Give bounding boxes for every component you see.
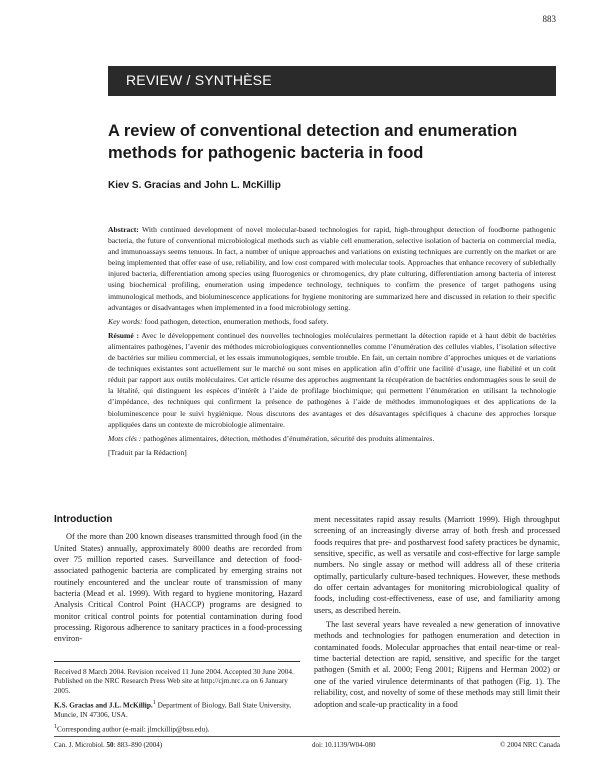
footer-volume: 50 [106, 741, 114, 749]
received-dates: Received 8 March 2004. Revision received 11 June 2004. Accepted 30 June 2004. Published on the NRC Research Press Web site at http://cjm.nrc.ca on 6 January 2005. [54, 667, 294, 695]
introduction-paragraph-1-continued: ment necessitates rapid assay results (Marriott 1999). High throughput screening of an increasingly diverse array of both fresh and processed foods requires that pre- and postharvest food safety practices be dynamic, sensitive, specific, as well as versatile and cost-effective for large sample numbers. No single assay or method will address all of these criteria optimally, particularly culture-based techniques. However, these methods do offer certain advantages for monitoring microbiological quality of foods, including cost-effectiveness, ease of use, and familiarity among users, as described herein. [314, 515, 560, 615]
keywords-paragraph [108, 316, 556, 327]
resume-label: Résumé : [108, 330, 140, 340]
correspondence-mark: 1 [54, 724, 58, 731]
page-number: 883 [542, 14, 556, 24]
right-column [314, 514, 560, 710]
correspondence-text: Corresponding author (e-mail: jlmckillip@bsu.edu). [57, 724, 210, 734]
footer-doi: doi: 10.1139/W04-080 [312, 741, 376, 749]
affiliation-mark: 1 [152, 700, 156, 707]
footer-pages: : 883–890 (2004) [113, 741, 163, 749]
left-column [54, 514, 302, 645]
mots-cles-paragraph [108, 433, 556, 444]
keywords-text: food pathogen, detection, enumeration methods, food safety. [144, 316, 329, 326]
section-banner-label: REVIEW / SYNTHÈSE [126, 72, 272, 88]
translation-note: [Traduit par la Rédaction] [108, 447, 187, 457]
mots-cles-text: pathogènes alimentaires, détection, méthodes d’énumération, sécurité des produits alimentaires. [143, 433, 435, 443]
mots-cles-label: Mots clés : [108, 433, 142, 443]
resume-text: Avec le développement continuel des nouvelles technologies moléculaires permettant la détection rapide et à haut débit de bactéries alimentaires pathogènes, l’avenir des méthodes microbiologiques conventionnelles comme l’énumération des cellules viables, l’isolation sélective de bactéries sur milieu commercial, et les essais immunologiques, semble trouble. En fait, un certain nombre d’approches uniques et de variations de techniques existantes sont actuellement sur le marché ou sont mises en application afin d’offrir une facilité d’usage, une fiabilité et un coût réduit par rapport aux outils moléculaires. Cet article résume des approches augmentant la récupération de bactéries endommagées sous le seuil de la létalité, qui distinguent les espèces d’intérêt à l’aide de profilage biochimique; qui permettent l’énumération en utilisant la technologie d’impédance, des techniques qui confirment la présence de pathogènes à l’aide de méthodes immunologiques et des applications de la bioluminescence pour le suivi hygiénique. Nous discutons des avantages et des désavantages spécifiques à chacune des approches lorsque appliquées dans un contexte de microbiologie alimentaire. [108, 330, 557, 429]
article-authors: Kiev S. Gracias and John L. McKillip [108, 180, 281, 191]
footer-citation [54, 741, 162, 749]
abstract-block [108, 224, 556, 461]
correspondence [54, 723, 300, 734]
footer-journal: Can. J. Microbiol. [54, 741, 105, 749]
abstract-label: Abstract: [108, 225, 139, 234]
affiliation-names: K.S. Gracias and J.L. McKillip. [54, 700, 153, 710]
keywords-label: Key words: [108, 316, 143, 326]
footer-divider [54, 736, 560, 737]
section-banner [108, 66, 556, 96]
affiliation-text: Department of Biology, Ball State University, Muncie, IN 47306, USA. [54, 700, 292, 720]
article-info-box [54, 661, 300, 738]
article-title-line-1: A review of conventional detection and enumeration [108, 122, 518, 140]
introduction-paragraph-1: Of the more than 200 known diseases transmitted through food (in the United States) annually, approximately 8000 deaths are recorded from over 75 million reported cases. Surveillance and detection of food-associated pathogenic bacteria are complicated by emerging strains not routinely encountered and the unclear route of transmission of many bacteria (Mead et al. 1999). With regard to hygiene monitoring, Hazard Analysis Critical Control Point (HACCP) programs are designed to monitor critical control points for potential contamination during food processing. Rigorous adherence to sanitary practices in a food-processing environ- [54, 532, 302, 644]
abstract-text: With continued development of novel molecular-based technologies for rapid, high-throughput detection of foodborne pathogenic bacteria, the future of conventional microbiological methods such as viable cell enumeration, selective isolation of bacteria on commercial media, and immunoassays seems tenuous. In fact, a number of unique approaches and variations on existing techniques are currently on the market or are being implemented that offer ease of use, reliability, and low cost compared with molecular tools. Approaches that enhance recovery of sublethally injured bacteria, differentiation among species using fluorogenics or chromogenics, dry plate culturing, differentiation among bacteria of interest using biochemical profiling, enumeration using impedence technology, techniques to confirm the presence of target pathogens using immunological methods, and bioluminescence applications for hygiene monitoring are summarized here and discussed in relation to their specific advantages or disadvantages when implemented in a food microbiology setting. [108, 225, 556, 312]
footer-copyright: © 2004 NRC Canada [500, 741, 560, 749]
resume-paragraph [108, 330, 556, 430]
introduction-paragraph-2: The last several years have revealed a new generation of innovative methods and technologies for pathogen enumeration and detection in contaminated foods. Molecular approaches that entail near-time or real-time bacterial detection are rapid, sensitive, and specific for the target pathogen (Smith et al. 2000; Feng 2001; Rijpens and Herman 2002) or one of the varied virulence determinants of that pathogen (Fig. 1). The reliability, cost, and novelty of some of these methods may still limit their adoption and scale-up practicality in a food [314, 620, 560, 709]
article-title-line-2: methods for pathogenic bacteria in food [108, 144, 424, 162]
author-affiliation [54, 699, 300, 719]
article-title [108, 120, 568, 164]
introduction-heading: Introduction [54, 514, 113, 525]
abstract-paragraph [108, 224, 556, 313]
